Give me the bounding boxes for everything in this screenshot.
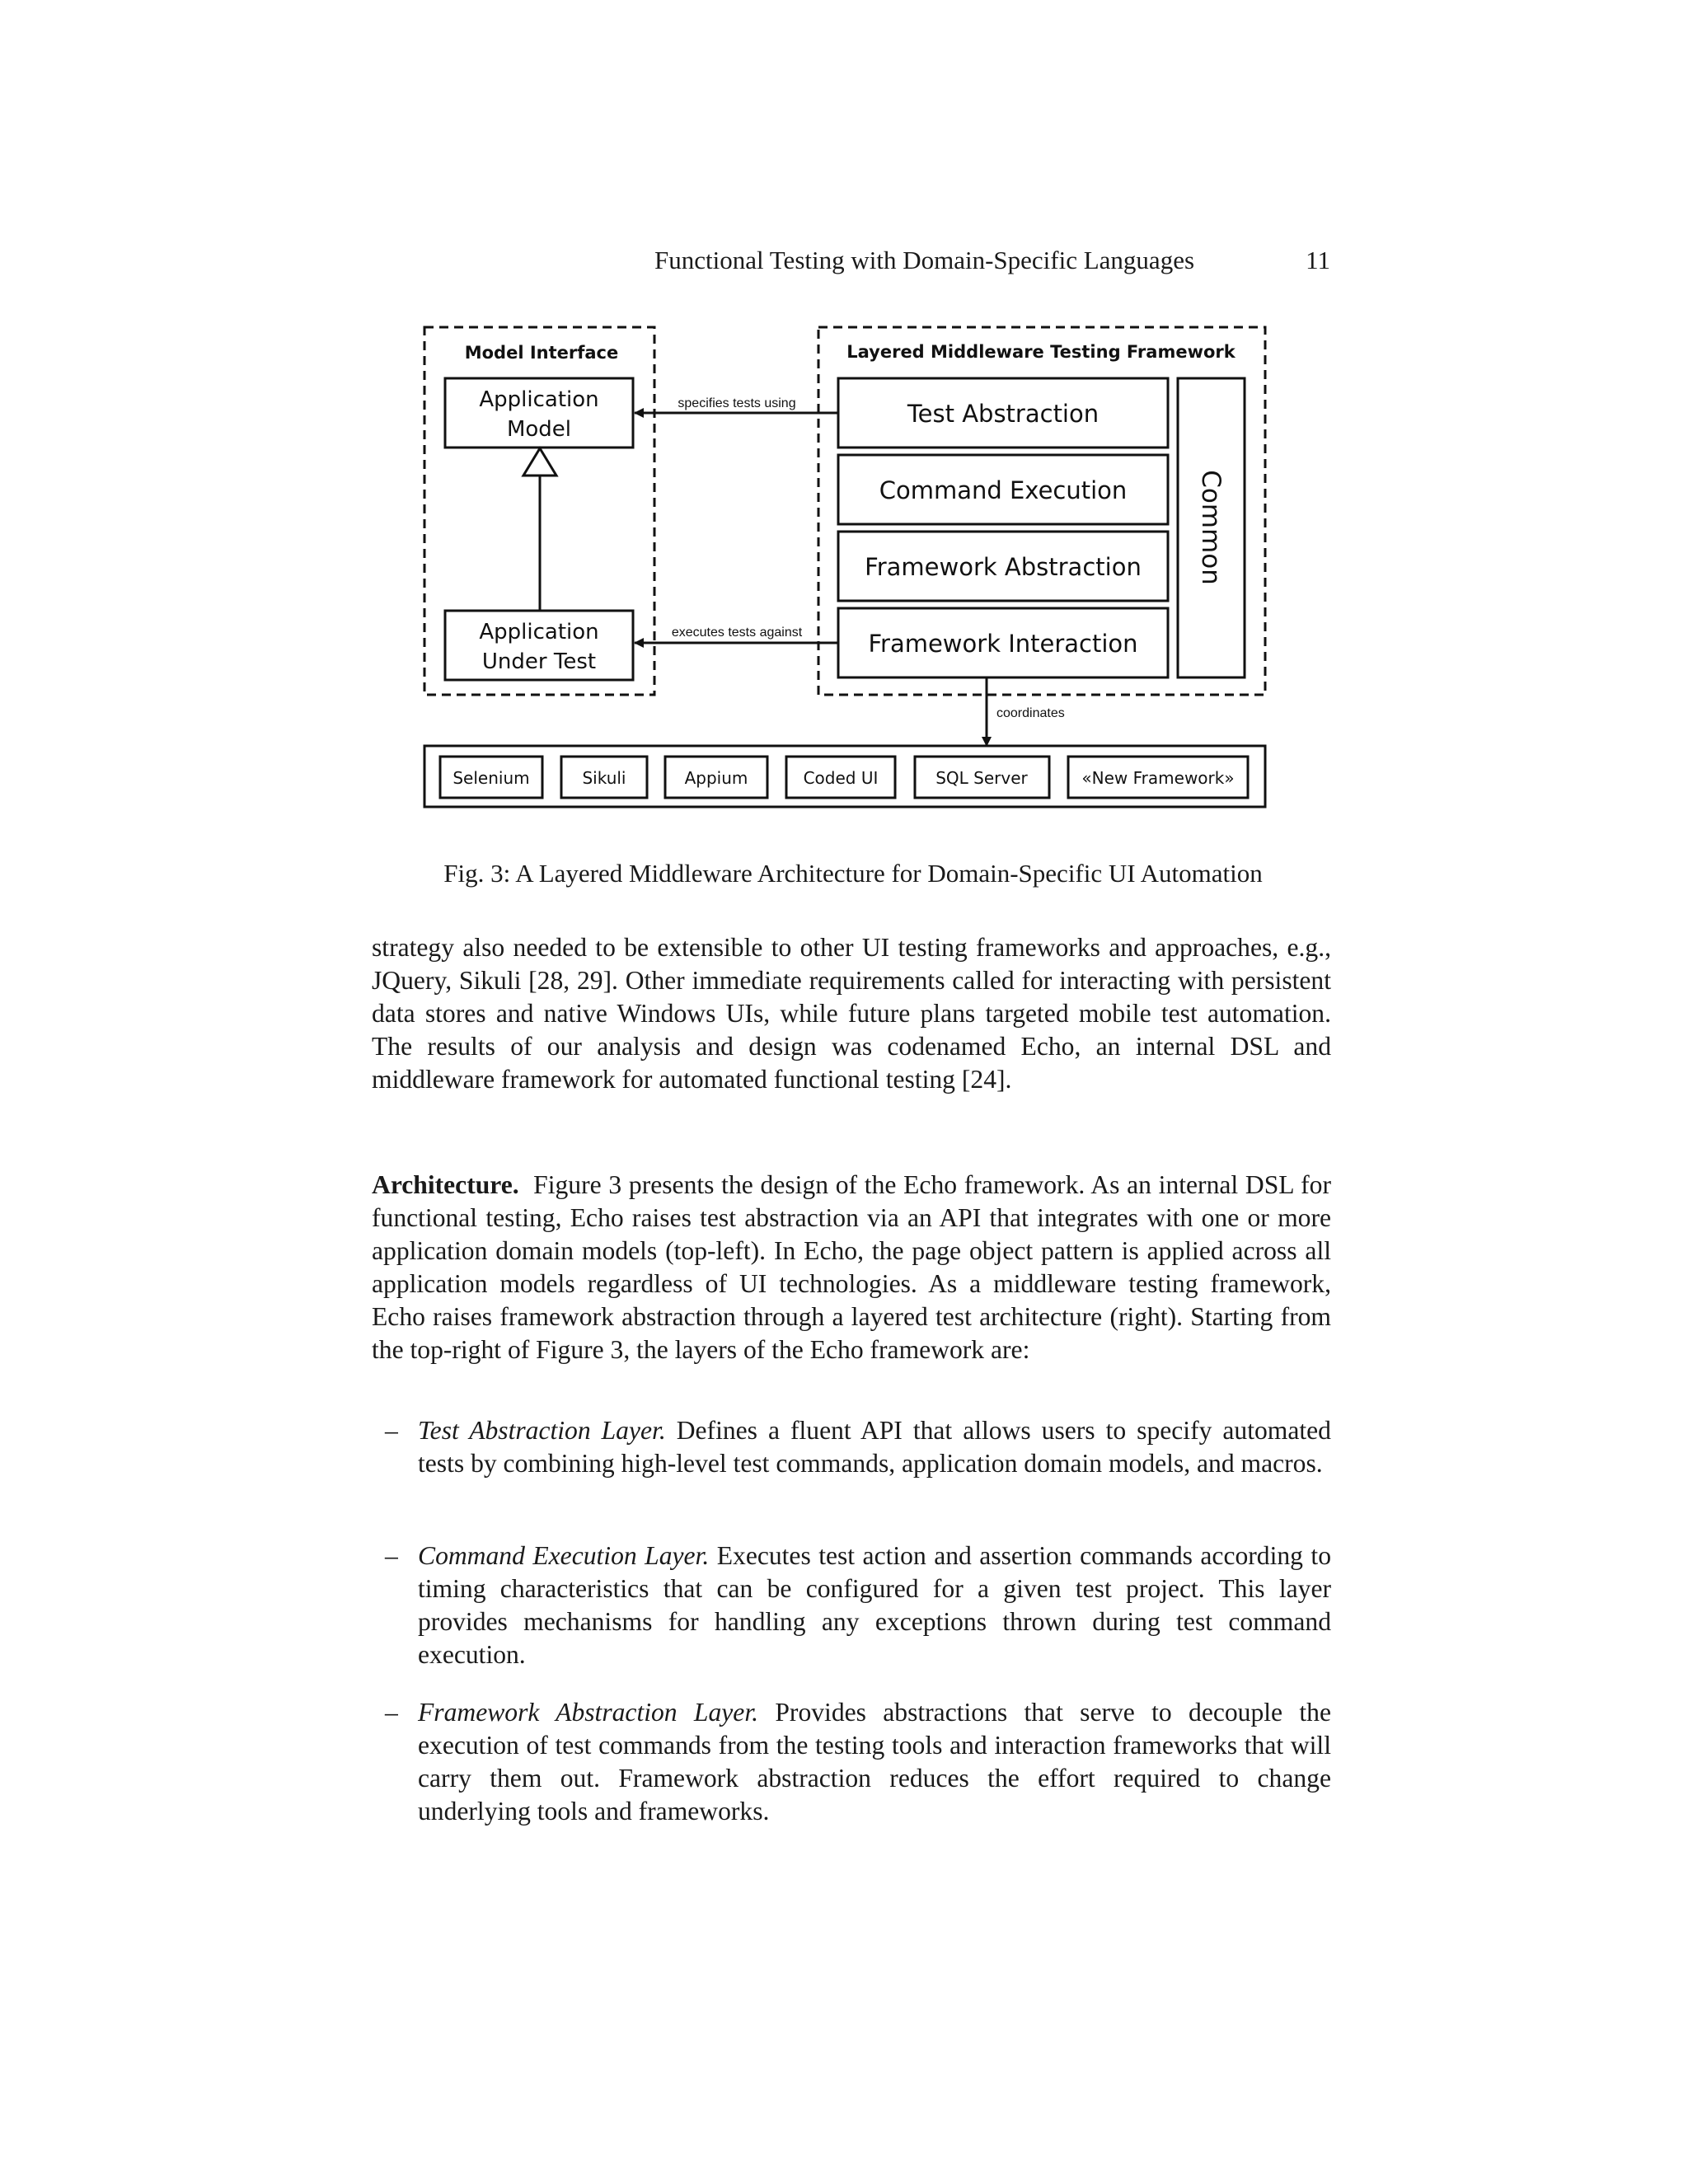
list-item-body [418, 1696, 1331, 1828]
application-under-test-label-line2: Under Test [481, 649, 597, 674]
paragraph-strategy: strategy also needed to be extensible to other UI testing frameworks and approaches, e.g., JQuery, Sikuli [28, 29]. Other immediate requirements called for interacting with persistent data stores and native Windows UIs, while future plans targeted mobile test automation. The results of our analysis and design was codenamed Echo, an internal DSL and middleware framework for automated functional testing [24]. [372, 933, 1331, 1094]
running-head-title: Functional Testing with Domain-Specific Languages [654, 246, 1195, 274]
application-model-label-line2: Model [506, 417, 572, 442]
coordinates-arrow-label: coordinates [996, 706, 1065, 720]
list-item-body [418, 1540, 1331, 1671]
list-item-term: Framework Abstraction Layer. [418, 1698, 759, 1727]
list-dash: – [385, 1698, 398, 1727]
page-number: 11 [1306, 246, 1330, 274]
list-item [372, 1696, 1331, 1828]
inheritance-triangle-icon [523, 448, 556, 476]
tool-coded-ui-label: Coded UI [803, 768, 879, 788]
paragraph-architecture [372, 1169, 1331, 1366]
architecture-diagram [0, 0, 1688, 841]
list-item [372, 1540, 1331, 1671]
list-item-term: Test Abstraction Layer. [418, 1416, 666, 1445]
list-item-term: Command Execution Layer. [418, 1541, 710, 1570]
tool-sikuli-label: Sikuli [582, 768, 626, 788]
layer-framework-abstraction-label: Framework Abstraction [865, 553, 1142, 581]
executes-arrow-label: executes tests against [671, 626, 803, 640]
list-item-text: Executes test action and assertion commands according to timing characteristics that can be configured for a given test project. This layer provides mechanisms for handling any exceptions thrown during test command execution. [418, 1541, 1332, 1669]
common-label: Common [1196, 470, 1226, 585]
tool-new-framework-label: «New Framework» [1081, 768, 1235, 788]
list-dash: – [385, 1541, 398, 1570]
tool-sql-server-label: SQL Server [935, 768, 1028, 788]
architecture-text: Figure 3 presents the design of the Echo framework. As an internal DSL for functional testing, Echo raises test abstraction via an API that integrates with one or more application domain models (top-left). In Echo, the page object pattern is applied across all application models regardless of UI technologies. As a middleware testing framework, Echo raises framework abstraction through a layered test architecture (right). Starting from the top-right of Figure 3, the layers of the Echo framework are: [372, 1170, 1331, 1364]
layer-test-abstraction-label: Test Abstraction [907, 400, 1100, 428]
list-item-body [418, 1414, 1331, 1480]
list-item-text: Defines a fluent API that allows users to specify automated tests by combining high-level test commands, application domain models, and macros. [418, 1416, 1331, 1478]
layer-command-execution-label: Command Execution [879, 476, 1128, 504]
application-under-test-label-line1: Application [479, 620, 599, 644]
model-interface-title: Model Interface [464, 343, 619, 363]
list-dash: – [385, 1416, 398, 1445]
application-model-label-line1: Application [479, 387, 599, 412]
list-item-text: Provides abstractions that serve to decouple the execution of test commands from the testing tools and interaction frameworks that will carry them out. Framework abstraction reduces the effort required to change underlying tools and frameworks. [418, 1698, 1331, 1825]
tool-selenium-label: Selenium [452, 768, 530, 788]
tool-appium-label: Appium [684, 768, 748, 788]
specifies-arrow-label: specifies tests using [678, 396, 796, 410]
layer-framework-interaction-label: Framework Interaction [868, 630, 1138, 658]
framework-title: Layered Middleware Testing Framework [846, 342, 1236, 362]
list-item [372, 1414, 1331, 1480]
architecture-run-in-heading: Architecture. [372, 1170, 519, 1199]
figure-caption: Fig. 3: A Layered Middleware Architecture for Domain-Specific UI Automation [443, 859, 1263, 888]
